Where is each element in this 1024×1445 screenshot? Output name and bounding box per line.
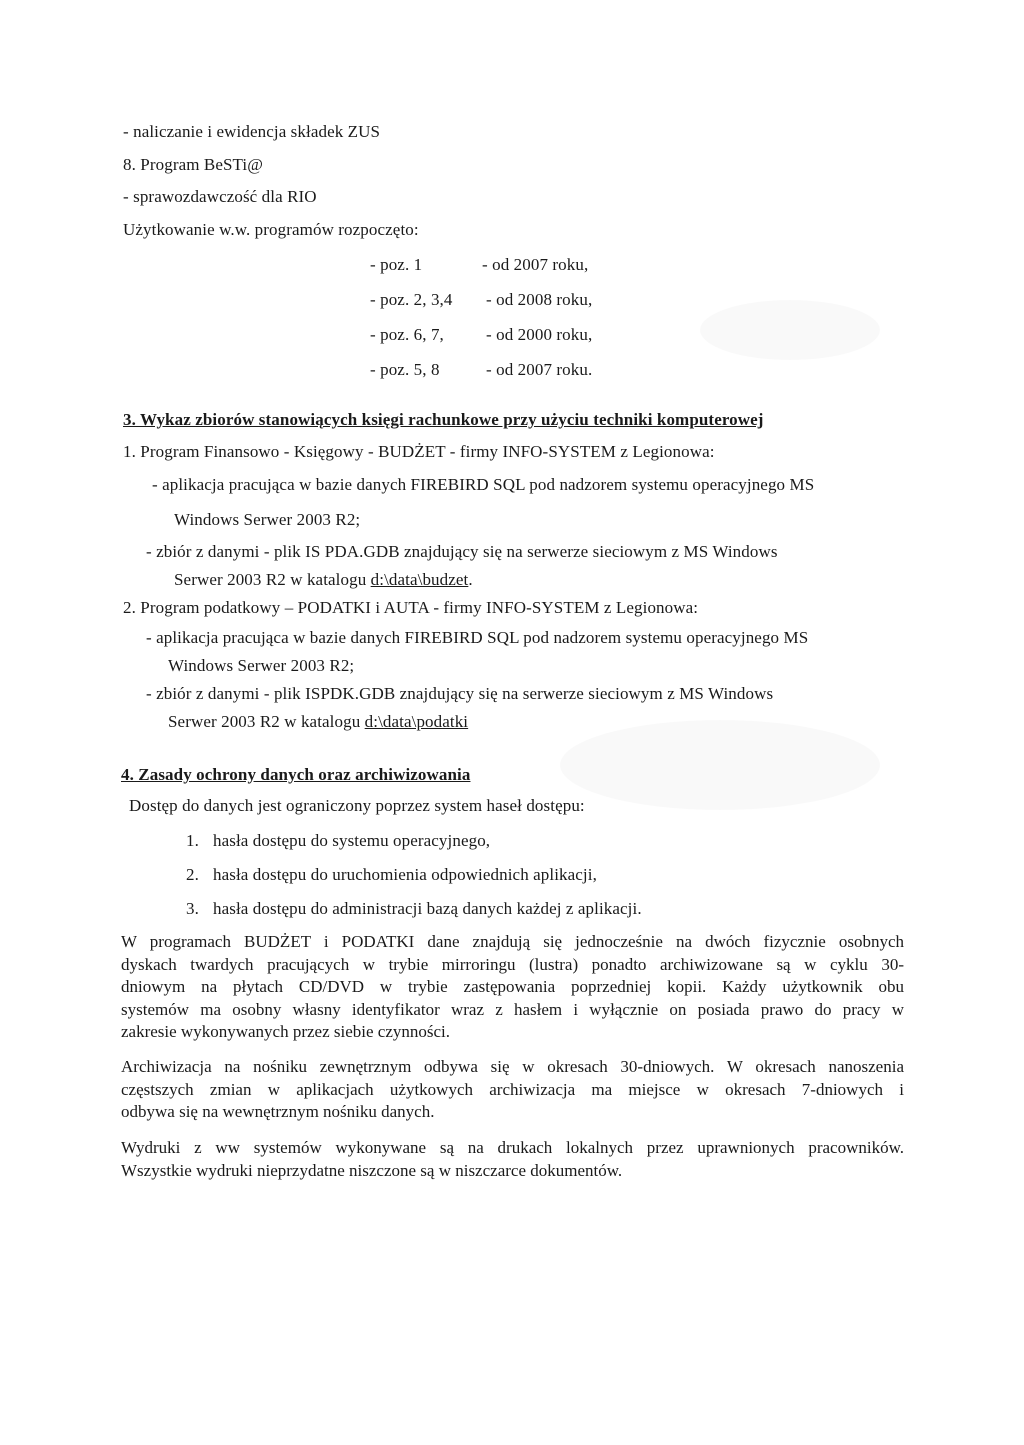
paragraph-line: Archiwizacja na nośniku zewnętrznym odbywa się w okresach 30-dniowych. W okresach nanoszenia [121,1057,904,1076]
item-1-path-end: . [468,570,473,589]
paragraph-line: zakresie wykonywanych przez siebie czynności. [121,1022,451,1041]
paragraph-line: Wydruki z ww systemów wykonywane są na drukach lokalnych przez uprawnionych pracowników. [121,1138,904,1157]
usage-poz: - poz. 5, 8 [370,360,440,379]
list-item-number: 1. [186,831,199,850]
paragraph-line: częstszych zmian w aplikacjach użytkowych archiwizacja ma miejsce w okresach 7-dniowych i [121,1079,904,1099]
section-3-heading: 3. Wykaz zbiorów stanowiących księgi rachunkowe przy użyciu techniki komputerowej [123,410,764,429]
item-2-path-prefix: Serwer 2003 R2 w katalogu [168,712,365,731]
scan-shadow [700,300,880,360]
item-1-bullet-1-cont: Windows Serwer 2003 R2; [174,510,361,529]
item-1-bullet-2-cont [174,570,473,590]
list-item-number: 2. [186,865,199,884]
list-item-text: hasła dostępu do uruchomienia odpowiednich aplikacji, [213,865,597,884]
usage-poz: - poz. 6, 7, [370,325,444,344]
section-4-heading: 4. Zasady ochrony danych oraz archiwizowania [121,765,471,784]
paragraph-line: dyskach twardych pracujących w trybie mirroringu (lustra) ponadto archiwizowane są w cyklu 30- [121,954,904,974]
paragraph-line: odbywa się na wewnętrznym nośniku danych. [121,1102,435,1121]
usage-poz: - poz. 1 [370,255,423,274]
paragraph-line: dniowym na płytach CD/DVD w trybie zastępowania poprzedniej kopii. Każdy użytkownik obu [121,977,904,996]
item-2-bullet-2: - zbiór z danymi - plik ISPDK.GDB znajdujący się na serwerze sieciowym z MS Windows [146,684,774,703]
usage-od: - od 2000 roku, [486,325,593,344]
list-item-text: hasła dostępu do systemu operacyjnego, [213,831,491,850]
item-2-bullet-1: - aplikacja pracująca w bazie danych FIREBIRD SQL pod nadzorem systemu operacyjnego MS [146,628,809,647]
paragraph-mirroring [121,931,904,1044]
usage-od: - od 2007 roku. [486,360,593,379]
item-1-path: d:\data\budzet [370,570,469,589]
paragraph-line: Wszystkie wydruki nieprzydatne niszczone są w niszczarce dokumentów. [121,1160,623,1180]
item-2-path: d:\data\podatki [364,712,469,731]
scan-shadow [560,720,880,810]
list-item-text: hasła dostępu do administracji bazą danych każdej z aplikacji. [213,899,642,918]
item-1-bullet-1: - aplikacja pracująca w bazie danych FIREBIRD SQL pod nadzorem systemu operacyjnego MS [152,475,815,494]
usage-od: - od 2007 roku, [482,255,589,274]
paragraph-archiving [121,1056,904,1124]
item-1-bullet-2: - zbiór z danymi - plik IS PDA.GDB znajdujący się na serwerze sieciowym z MS Windows [146,542,778,561]
item-2-bullet-2-cont [168,712,468,732]
section-4-intro: Dostęp do danych jest ograniczony poprzez system haseł dostępu: [129,796,585,815]
section-3-item-2-title: 2. Program podatkowy – PODATKI i AUTA - firmy INFO-SYSTEM z Legionowa: [123,598,699,617]
usage-od: - od 2008 roku, [486,290,593,309]
usage-poz: - poz. 2, 3,4 [370,290,453,309]
line-rio: - sprawozdawczość dla RIO [123,187,317,206]
paragraph-line: systemów ma osobny własny identyfikator wraz z hasłem i wyłącznie on posiada prawo do pracy w [121,999,904,1019]
line-usage-intro: Użytkowanie w.w. programów rozpoczęto: [123,220,419,239]
line-zus: - naliczanie i ewidencja składek ZUS [123,122,381,141]
item-1-path-prefix: Serwer 2003 R2 w katalogu [174,570,371,589]
line-besti: 8. Program BeSTi@ [123,155,263,174]
item-2-bullet-1-cont: Windows Serwer 2003 R2; [168,656,355,675]
list-item-number: 3. [186,899,199,918]
paragraph-line: W programach BUDŻET i PODATKI dane znajdują się jednocześnie na dwóch fizycznie osobnych [121,932,904,951]
section-3-item-1-title: 1. Program Finansowo - Księgowy - BUDŻET - firmy INFO-SYSTEM z Legionowa: [123,442,715,461]
paragraph-printouts [121,1137,904,1182]
